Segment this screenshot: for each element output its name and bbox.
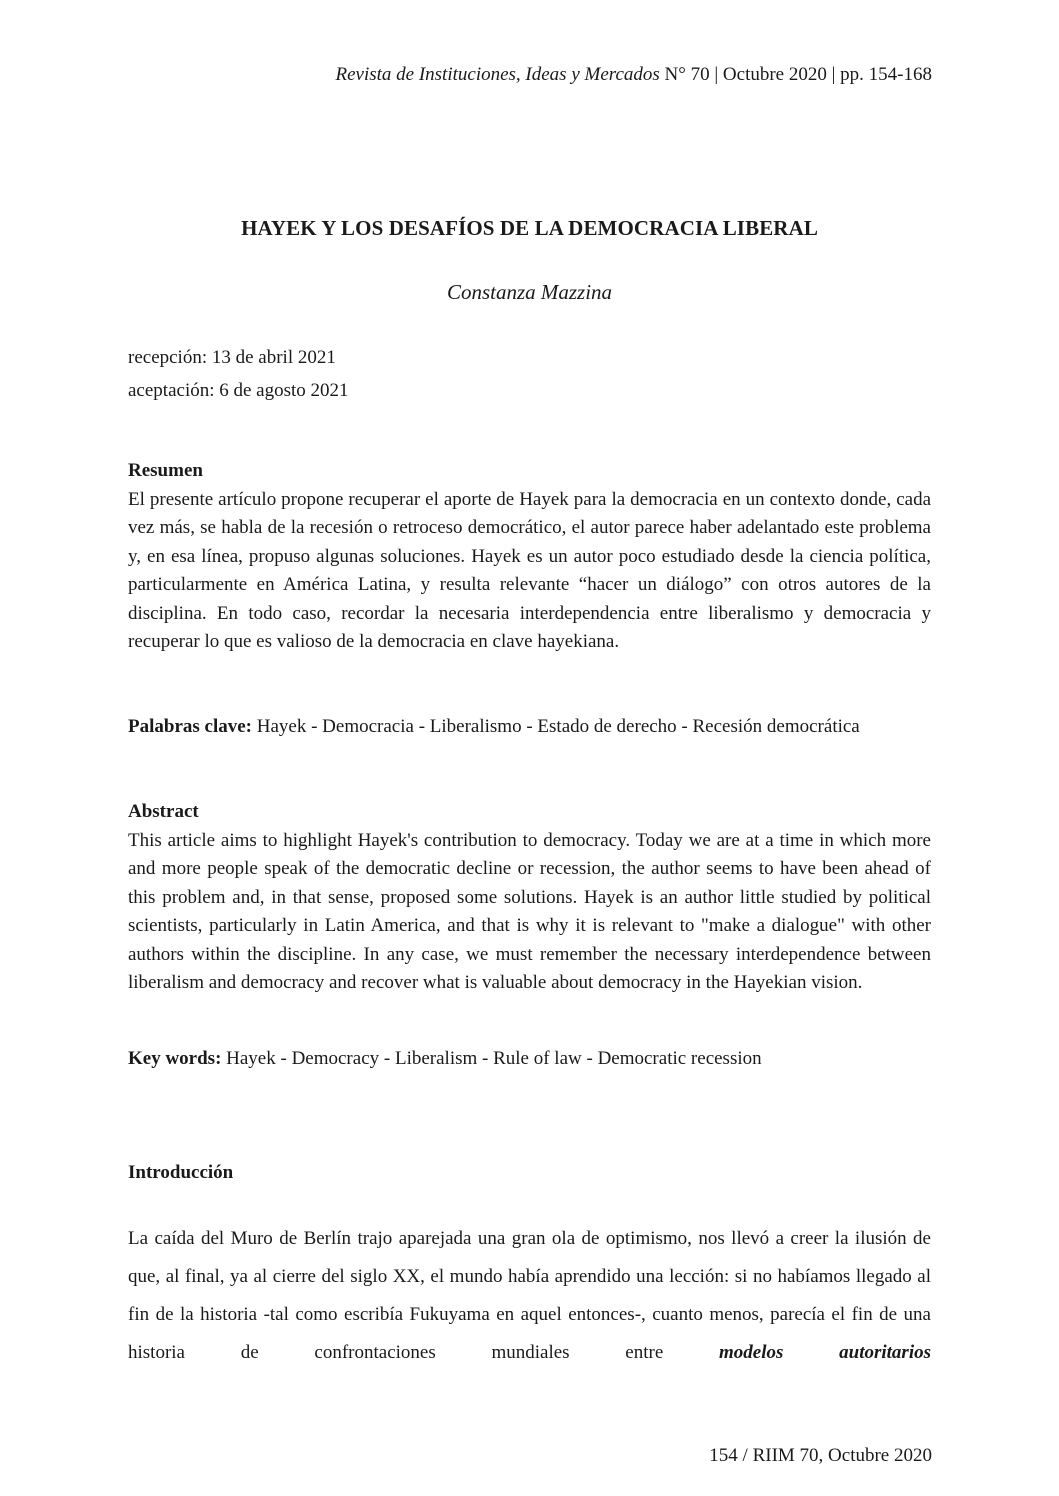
introduccion-body: La caída del Muro de Berlín trajo aparejada una gran ola de optimismo, nos llevó a creer la ilusión de que, al final, ya al cierre del siglo XX, el mundo había aprendido una lección: si no habíamos llegado al fin de la historia -tal como escribía Fukuyama en aquel entonces-, cuanto menos, parecía el fin de una historia de confrontaciones mundiales entre [128, 1228, 931, 1363]
issue-info: N° 70 | Octubre 2020 | pp. 154-168 [659, 64, 932, 85]
article-title: HAYEK Y LOS DESAFÍOS DE LA DEMOCRACIA LIBERAL [241, 216, 818, 240]
key-words [128, 1045, 931, 1074]
resumen-text: El presente artículo propone recuperar el aporte de Hayek para la democracia en un contexto donde, cada vez más, se habla de la recesión o retroceso democrático, el autor parece haber adelantado este problema y, en esa línea, propuso algunas soluciones. Hayek es un autor poco estudiado desde la ciencia política, particularmente en América Latina, y resulta relevante “hacer un diálogo” con otros autores de la disciplina. En todo caso, recordar la necesaria interdependencia entre liberalismo y democracia y recuperar lo que es valioso de la democracia en clave hayekiana. [128, 488, 931, 652]
palabras-clave [128, 713, 931, 742]
introduccion-emphasis: modelos autoritarios [719, 1342, 931, 1363]
resumen-section [128, 457, 931, 657]
acceptance-date: aceptación: 6 de agosto 2021 [128, 380, 349, 401]
dates-block [128, 341, 349, 407]
palabras-clave-label: Palabras clave: [128, 716, 253, 737]
abstract-text: This article aims to highlight Hayek's contribution to democracy. Today we are at a time in which more and more people speak of the democratic decline or recession, the author seems to have been ahead of this problem and, in that sense, proposed some solutions. Hayek is an author little studied by political scientists, particularly in Latin America, and that is why it is relevant to "make a dialogue" with other authors within the discipline. In any case, we must remember the necessary interdependence between liberalism and democracy and recover what is valuable about democracy in the Hayekian vision. [128, 829, 931, 993]
author-name: Constanza Mazzina [446, 280, 613, 304]
journal-name: Revista de Instituciones, Ideas y Mercados [335, 64, 660, 85]
abstract-section [128, 798, 931, 998]
introduccion-text [128, 1220, 931, 1372]
palabras-clave-text: Hayek - Democracia - Liberalismo - Estado de derecho - Recesión democrática [252, 716, 860, 737]
reception-date: recepción: 13 de abril 2021 [128, 347, 336, 368]
page-footer: 154 / RIIM 70, Octubre 2020 [709, 1445, 932, 1466]
key-words-text: Hayek - Democracy - Liberalism - Rule of law - Democratic recession [221, 1048, 762, 1069]
resumen-heading: Resumen [128, 460, 203, 481]
abstract-heading: Abstract [128, 801, 199, 822]
key-words-label: Key words: [128, 1048, 222, 1069]
running-header [335, 64, 932, 86]
introduccion-heading: Introducción [128, 1162, 234, 1183]
